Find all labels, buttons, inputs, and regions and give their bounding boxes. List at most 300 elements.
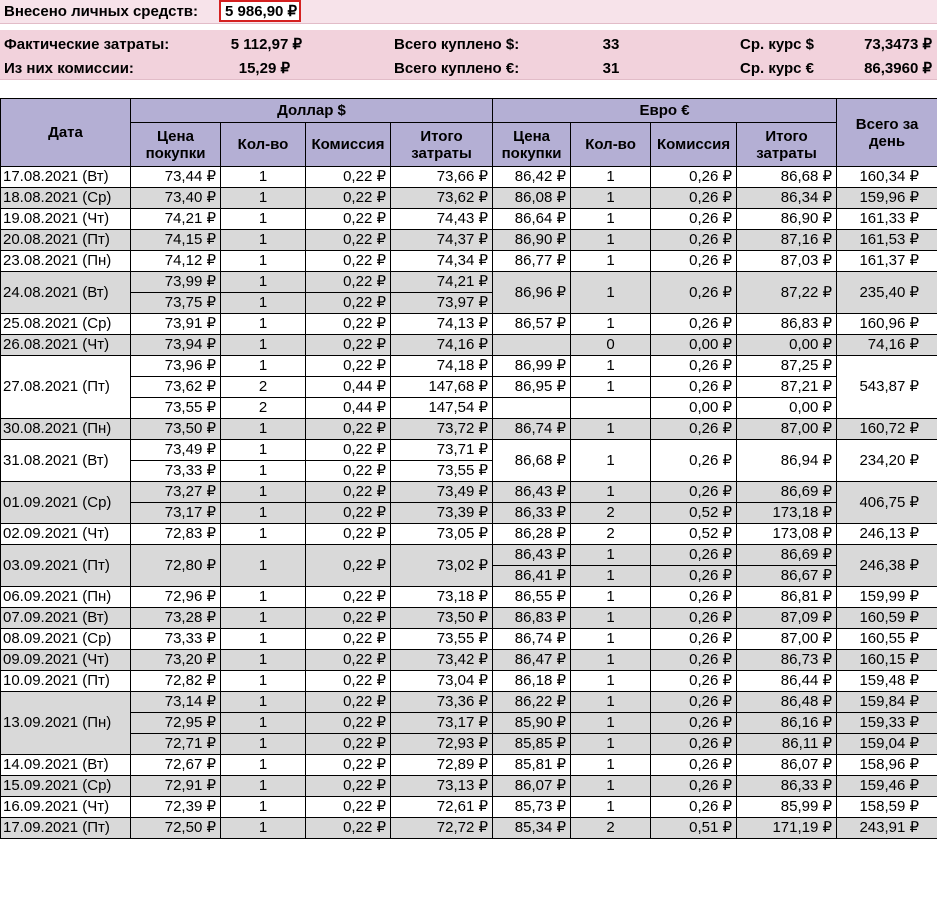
usd-qty-cell[interactable]: 1 [221, 335, 306, 356]
usd-commission-cell[interactable]: 0,22 ₽ [306, 713, 391, 734]
usd-commission-cell[interactable]: 0,22 ₽ [306, 188, 391, 209]
eur-commission-cell[interactable]: 0,26 ₽ [651, 230, 737, 251]
eur-price-cell[interactable]: 86,43 ₽ [493, 545, 571, 566]
eur-sum-cell[interactable]: 86,48 ₽ [737, 692, 837, 713]
eur-qty-cell[interactable]: 1 [571, 797, 651, 818]
usd-qty-cell[interactable]: 1 [221, 314, 306, 335]
usd-qty-cell[interactable]: 1 [221, 188, 306, 209]
eur-qty-cell[interactable]: 1 [571, 272, 651, 314]
eur-sum-cell[interactable]: 86,16 ₽ [737, 713, 837, 734]
eur-qty-cell[interactable] [571, 398, 651, 419]
eur-price-cell[interactable]: 86,77 ₽ [493, 251, 571, 272]
usd-price-cell[interactable]: 73,28 ₽ [131, 608, 221, 629]
day-total-cell[interactable]: 246,13 ₽ [837, 524, 937, 545]
eur-commission-cell[interactable]: 0,26 ₽ [651, 797, 737, 818]
usd-qty-cell[interactable]: 1 [221, 461, 306, 482]
usd-price-cell[interactable]: 73,75 ₽ [131, 293, 221, 314]
eur-price-cell[interactable]: 86,41 ₽ [493, 566, 571, 587]
eur-price-cell[interactable]: 86,47 ₽ [493, 650, 571, 671]
eur-qty-cell[interactable]: 2 [571, 818, 651, 839]
day-total-cell[interactable]: 159,99 ₽ [837, 587, 937, 608]
eur-price-cell[interactable]: 86,18 ₽ [493, 671, 571, 692]
date-cell[interactable]: 17.08.2021 (Вт) [1, 167, 131, 188]
usd-qty-cell[interactable]: 1 [221, 356, 306, 377]
usd-price-cell[interactable]: 73,33 ₽ [131, 629, 221, 650]
day-total-cell[interactable]: 159,96 ₽ [837, 188, 937, 209]
usd-commission-cell[interactable]: 0,22 ₽ [306, 293, 391, 314]
usd-qty-cell[interactable]: 1 [221, 818, 306, 839]
eur-qty-cell[interactable]: 1 [571, 671, 651, 692]
usd-commission-cell[interactable]: 0,44 ₽ [306, 398, 391, 419]
usd-commission-cell[interactable]: 0,22 ₽ [306, 314, 391, 335]
deposit-value[interactable]: 5 986,90 ₽ [219, 0, 301, 22]
eur-sum-cell[interactable]: 86,33 ₽ [737, 776, 837, 797]
usd-sum-cell[interactable]: 73,39 ₽ [391, 503, 493, 524]
usd-price-cell[interactable]: 74,21 ₽ [131, 209, 221, 230]
eur-commission-cell[interactable]: 0,26 ₽ [651, 545, 737, 566]
usd-commission-cell[interactable]: 0,22 ₽ [306, 650, 391, 671]
usd-sum-cell[interactable]: 73,55 ₽ [391, 629, 493, 650]
eur-sum-cell[interactable]: 87,03 ₽ [737, 251, 837, 272]
usd-commission-cell[interactable]: 0,22 ₽ [306, 692, 391, 713]
eur-qty-cell[interactable]: 1 [571, 734, 651, 755]
eur-qty-cell[interactable]: 1 [571, 587, 651, 608]
eur-price-cell[interactable]: 86,22 ₽ [493, 692, 571, 713]
usd-price-cell[interactable]: 73,49 ₽ [131, 440, 221, 461]
usd-qty-cell[interactable]: 2 [221, 398, 306, 419]
date-cell[interactable]: 31.08.2021 (Вт) [1, 440, 131, 482]
usd-qty-cell[interactable]: 1 [221, 734, 306, 755]
date-cell[interactable]: 17.09.2021 (Пт) [1, 818, 131, 839]
usd-sum-cell[interactable]: 73,05 ₽ [391, 524, 493, 545]
usd-commission-cell[interactable]: 0,22 ₽ [306, 272, 391, 293]
usd-sum-cell[interactable]: 147,54 ₽ [391, 398, 493, 419]
usd-commission-cell[interactable]: 0,22 ₽ [306, 356, 391, 377]
usd-price-cell[interactable]: 72,67 ₽ [131, 755, 221, 776]
eur-price-cell[interactable]: 86,83 ₽ [493, 608, 571, 629]
eur-price-cell[interactable]: 86,96 ₽ [493, 272, 571, 314]
eur-price-cell[interactable]: 86,33 ₽ [493, 503, 571, 524]
day-total-cell[interactable]: 159,84 ₽ [837, 692, 937, 713]
usd-qty-cell[interactable]: 1 [221, 293, 306, 314]
eur-commission-cell[interactable]: 0,26 ₽ [651, 272, 737, 314]
eur-qty-cell[interactable]: 1 [571, 713, 651, 734]
eur-sum-cell[interactable]: 0,00 ₽ [737, 398, 837, 419]
usd-commission-cell[interactable]: 0,22 ₽ [306, 797, 391, 818]
eur-sum-cell[interactable]: 87,25 ₽ [737, 356, 837, 377]
usd-sum-cell[interactable]: 74,21 ₽ [391, 272, 493, 293]
eur-qty-cell[interactable]: 1 [571, 608, 651, 629]
date-cell[interactable]: 09.09.2021 (Чт) [1, 650, 131, 671]
usd-sum-cell[interactable]: 73,66 ₽ [391, 167, 493, 188]
eur-price-cell[interactable]: 86,74 ₽ [493, 629, 571, 650]
eur-commission-cell[interactable]: 0,26 ₽ [651, 167, 737, 188]
day-total-cell[interactable]: 158,59 ₽ [837, 797, 937, 818]
eur-price-cell[interactable]: 86,43 ₽ [493, 482, 571, 503]
day-total-header: Всего за день [837, 99, 937, 167]
eur-commission-cell[interactable]: 0,51 ₽ [651, 818, 737, 839]
usd-price-cell[interactable]: 73,44 ₽ [131, 167, 221, 188]
eur-commission-cell[interactable]: 0,26 ₽ [651, 713, 737, 734]
eur-price-cell[interactable]: 86,99 ₽ [493, 356, 571, 377]
usd-price-cell[interactable]: 73,40 ₽ [131, 188, 221, 209]
usd-qty-cell[interactable]: 1 [221, 671, 306, 692]
eur-sum-cell[interactable]: 87,00 ₽ [737, 419, 837, 440]
usd-commission-cell[interactable]: 0,22 ₽ [306, 461, 391, 482]
day-total-cell[interactable]: 234,20 ₽ [837, 440, 937, 482]
usd-commission-cell[interactable]: 0,22 ₽ [306, 482, 391, 503]
usd-price-cell[interactable]: 72,82 ₽ [131, 671, 221, 692]
eur-qty-cell[interactable]: 2 [571, 524, 651, 545]
usd-qty-cell[interactable]: 1 [221, 503, 306, 524]
date-cell[interactable]: 18.08.2021 (Ср) [1, 188, 131, 209]
date-cell[interactable]: 30.08.2021 (Пн) [1, 419, 131, 440]
date-cell[interactable]: 06.09.2021 (Пн) [1, 587, 131, 608]
usd-price-cell[interactable]: 73,27 ₽ [131, 482, 221, 503]
usd-qty-cell[interactable]: 1 [221, 524, 306, 545]
usd-price-cell[interactable]: 72,71 ₽ [131, 734, 221, 755]
usd-commission-cell[interactable]: 0,44 ₽ [306, 377, 391, 398]
table-row [1, 692, 937, 713]
usd-qty-cell[interactable]: 1 [221, 776, 306, 797]
usd-price-cell[interactable]: 73,20 ₽ [131, 650, 221, 671]
usd-qty-cell[interactable]: 1 [221, 230, 306, 251]
day-total-cell[interactable]: 161,33 ₽ [837, 209, 937, 230]
day-total-cell[interactable]: 160,15 ₽ [837, 650, 937, 671]
usd-price-cell[interactable]: 74,12 ₽ [131, 251, 221, 272]
day-total-cell[interactable]: 246,38 ₽ [837, 545, 937, 587]
usd-sum-cell[interactable]: 74,37 ₽ [391, 230, 493, 251]
day-total-cell[interactable]: 160,34 ₽ [837, 167, 937, 188]
usd-qty-cell[interactable]: 1 [221, 629, 306, 650]
usd-qty-cell[interactable]: 2 [221, 377, 306, 398]
usd-sum-cell[interactable]: 72,89 ₽ [391, 755, 493, 776]
eur-qty-cell[interactable]: 1 [571, 629, 651, 650]
table-body [1, 167, 937, 839]
usd-commission-cell[interactable]: 0,22 ₽ [306, 524, 391, 545]
day-total-cell[interactable]: 235,40 ₽ [837, 272, 937, 314]
usd-price-cell[interactable]: 73,50 ₽ [131, 419, 221, 440]
eur-commission-cell[interactable]: 0,26 ₽ [651, 482, 737, 503]
usd-commission-cell[interactable]: 0,22 ₽ [306, 734, 391, 755]
usd-sum-cell[interactable]: 73,36 ₽ [391, 692, 493, 713]
date-cell[interactable]: 20.08.2021 (Пт) [1, 230, 131, 251]
usd-qty-cell[interactable]: 1 [221, 167, 306, 188]
usd-price-cell[interactable]: 72,80 ₽ [131, 545, 221, 587]
usd-sum-cell[interactable]: 73,62 ₽ [391, 188, 493, 209]
eur-qty-cell[interactable]: 1 [571, 482, 651, 503]
day-total-cell[interactable]: 160,55 ₽ [837, 629, 937, 650]
eur-price-cell[interactable]: 85,34 ₽ [493, 818, 571, 839]
eur-price-cell[interactable]: 85,85 ₽ [493, 734, 571, 755]
eur-commission-cell[interactable]: 0,26 ₽ [651, 440, 737, 482]
date-cell[interactable]: 03.09.2021 (Пт) [1, 545, 131, 587]
usd-sum-cell[interactable]: 72,72 ₽ [391, 818, 493, 839]
eur-qty-cell[interactable]: 1 [571, 566, 651, 587]
usd-commission-cell[interactable]: 0,22 ₽ [306, 545, 391, 587]
usd-qty-cell[interactable]: 1 [221, 272, 306, 293]
eur-sum-cell[interactable]: 86,73 ₽ [737, 650, 837, 671]
eur-sum-cell[interactable]: 173,18 ₽ [737, 503, 837, 524]
eur-commission-cell[interactable]: 0,26 ₽ [651, 734, 737, 755]
date-cell[interactable]: 14.09.2021 (Вт) [1, 755, 131, 776]
eur-sum-cell[interactable]: 86,07 ₽ [737, 755, 837, 776]
eur-qty-cell[interactable]: 1 [571, 545, 651, 566]
eur-sum-cell[interactable]: 173,08 ₽ [737, 524, 837, 545]
eur-price-cell[interactable]: 86,64 ₽ [493, 209, 571, 230]
usd-commission-cell[interactable]: 0,22 ₽ [306, 629, 391, 650]
day-total-cell[interactable]: 160,59 ₽ [837, 608, 937, 629]
eur-price-cell[interactable] [493, 398, 571, 419]
eur-qty-cell[interactable]: 1 [571, 251, 651, 272]
usd-qty-cell[interactable]: 1 [221, 440, 306, 461]
date-cell[interactable]: 16.09.2021 (Чт) [1, 797, 131, 818]
usd-commission-cell[interactable]: 0,22 ₽ [306, 755, 391, 776]
usd-sum-cell[interactable]: 74,34 ₽ [391, 251, 493, 272]
day-total-cell[interactable]: 159,04 ₽ [837, 734, 937, 755]
eur-commission-cell[interactable]: 0,26 ₽ [651, 608, 737, 629]
usd-sum-cell[interactable]: 73,18 ₽ [391, 587, 493, 608]
usd-qty-cell[interactable]: 1 [221, 251, 306, 272]
usd-price-cell[interactable]: 73,33 ₽ [131, 461, 221, 482]
eur-qty-cell[interactable]: 1 [571, 755, 651, 776]
day-total-cell[interactable]: 161,53 ₽ [837, 230, 937, 251]
eur-qty-cell[interactable]: 1 [571, 230, 651, 251]
usd-qty-cell[interactable]: 1 [221, 713, 306, 734]
eur-price-cell[interactable]: 85,73 ₽ [493, 797, 571, 818]
eur-sum-cell[interactable]: 86,81 ₽ [737, 587, 837, 608]
usd-sum-cell[interactable]: 73,02 ₽ [391, 545, 493, 587]
eur-price-cell[interactable]: 86,08 ₽ [493, 188, 571, 209]
usd-sum-cell[interactable]: 73,49 ₽ [391, 482, 493, 503]
usd-commission-cell[interactable]: 0,22 ₽ [306, 440, 391, 461]
eur-qty-cell[interactable]: 1 [571, 419, 651, 440]
usd-commission-cell[interactable]: 0,22 ₽ [306, 818, 391, 839]
usd-commission-cell[interactable]: 0,22 ₽ [306, 167, 391, 188]
eur-qty-cell[interactable]: 1 [571, 440, 651, 482]
usd-price-cell[interactable]: 73,17 ₽ [131, 503, 221, 524]
date-cell[interactable]: 27.08.2021 (Пт) [1, 356, 131, 419]
usd-sum-cell[interactable]: 74,13 ₽ [391, 314, 493, 335]
usd-price-cell[interactable]: 72,39 ₽ [131, 797, 221, 818]
eur-price-cell[interactable]: 86,55 ₽ [493, 587, 571, 608]
usd-price-cell[interactable]: 73,94 ₽ [131, 335, 221, 356]
eur-qty-cell[interactable]: 2 [571, 503, 651, 524]
usd-commission-cell[interactable]: 0,22 ₽ [306, 419, 391, 440]
usd-sum-cell[interactable]: 73,72 ₽ [391, 419, 493, 440]
eur-sum-cell[interactable]: 85,99 ₽ [737, 797, 837, 818]
usd-sum-cell[interactable]: 73,17 ₽ [391, 713, 493, 734]
eur-sum-cell[interactable]: 86,69 ₽ [737, 482, 837, 503]
usd-sum-cell[interactable]: 72,93 ₽ [391, 734, 493, 755]
usd-commission-cell[interactable]: 0,22 ₽ [306, 587, 391, 608]
eur-qty-cell[interactable]: 1 [571, 692, 651, 713]
usd-qty-cell[interactable]: 1 [221, 650, 306, 671]
usd-sum-cell[interactable]: 74,16 ₽ [391, 335, 493, 356]
usd-sum-cell[interactable]: 72,61 ₽ [391, 797, 493, 818]
eur-qty-cell[interactable]: 1 [571, 188, 651, 209]
eur-sum-cell[interactable]: 86,34 ₽ [737, 188, 837, 209]
usd-price-cell[interactable]: 72,95 ₽ [131, 713, 221, 734]
usd-commission-cell[interactable]: 0,22 ₽ [306, 608, 391, 629]
usd-qty-cell[interactable]: 1 [221, 797, 306, 818]
usd-commission-cell[interactable]: 0,22 ₽ [306, 776, 391, 797]
eur-sum-cell[interactable]: 87,09 ₽ [737, 608, 837, 629]
date-cell[interactable]: 24.08.2021 (Вт) [1, 272, 131, 314]
eur-sum-cell[interactable]: 171,19 ₽ [737, 818, 837, 839]
eur-price-cell[interactable]: 86,90 ₽ [493, 230, 571, 251]
date-cell[interactable]: 13.09.2021 (Пн) [1, 692, 131, 755]
day-total-cell[interactable]: 159,33 ₽ [837, 713, 937, 734]
usd-price-cell[interactable]: 72,83 ₽ [131, 524, 221, 545]
eur-commission-cell[interactable]: 0,52 ₽ [651, 503, 737, 524]
date-cell[interactable]: 07.09.2021 (Вт) [1, 608, 131, 629]
eur-commission-cell[interactable]: 0,26 ₽ [651, 566, 737, 587]
usd-commission-cell[interactable]: 0,22 ₽ [306, 671, 391, 692]
usd-sum-cell[interactable]: 73,42 ₽ [391, 650, 493, 671]
eur-commission-cell[interactable]: 0,26 ₽ [651, 251, 737, 272]
eur-qty-cell[interactable]: 1 [571, 167, 651, 188]
day-total-cell[interactable]: 160,96 ₽ [837, 314, 937, 335]
usd-sum-cell[interactable]: 147,68 ₽ [391, 377, 493, 398]
date-cell[interactable]: 08.09.2021 (Ср) [1, 629, 131, 650]
usd-qty-cell[interactable]: 1 [221, 755, 306, 776]
eur-commission-cell[interactable]: 0,26 ₽ [651, 650, 737, 671]
eur-sum-cell[interactable]: 86,94 ₽ [737, 440, 837, 482]
eur-price-cell[interactable]: 86,42 ₽ [493, 167, 571, 188]
usd-price-cell[interactable]: 73,14 ₽ [131, 692, 221, 713]
day-total-cell[interactable]: 543,87 ₽ [837, 356, 937, 419]
date-cell[interactable]: 01.09.2021 (Ср) [1, 482, 131, 524]
eur-sum-cell[interactable]: 86,68 ₽ [737, 167, 837, 188]
eur-commission-cell[interactable]: 0,26 ₽ [651, 692, 737, 713]
eur-qty-cell[interactable]: 0 [571, 335, 651, 356]
eur-qty-cell[interactable]: 1 [571, 377, 651, 398]
eur-sum-cell[interactable]: 86,90 ₽ [737, 209, 837, 230]
date-cell[interactable]: 25.08.2021 (Ср) [1, 314, 131, 335]
usd-sum-cell[interactable]: 73,97 ₽ [391, 293, 493, 314]
usd-price-cell[interactable]: 73,62 ₽ [131, 377, 221, 398]
day-total-cell[interactable]: 159,48 ₽ [837, 671, 937, 692]
eur-commission-cell[interactable]: 0,26 ₽ [651, 755, 737, 776]
usd-price-cell[interactable]: 73,91 ₽ [131, 314, 221, 335]
usd-price-cell[interactable]: 72,96 ₽ [131, 587, 221, 608]
usd-qty-cell[interactable]: 1 [221, 545, 306, 587]
eur-sum-cell[interactable]: 86,11 ₽ [737, 734, 837, 755]
eur-sum-cell[interactable]: 86,83 ₽ [737, 314, 837, 335]
eur-qty-cell[interactable]: 1 [571, 776, 651, 797]
usd-sum-cell[interactable]: 73,55 ₽ [391, 461, 493, 482]
usd-sum-cell[interactable]: 73,50 ₽ [391, 608, 493, 629]
day-total-cell[interactable]: 158,96 ₽ [837, 755, 937, 776]
usd-commission-cell[interactable]: 0,22 ₽ [306, 335, 391, 356]
eur-commission-cell[interactable]: 0,26 ₽ [651, 209, 737, 230]
date-cell[interactable]: 02.09.2021 (Чт) [1, 524, 131, 545]
eur-sum-cell[interactable]: 87,16 ₽ [737, 230, 837, 251]
day-total-cell[interactable]: 406,75 ₽ [837, 482, 937, 524]
eur-price-cell[interactable]: 86,57 ₽ [493, 314, 571, 335]
usd-qty-cell[interactable]: 1 [221, 587, 306, 608]
eur-commission-cell[interactable]: 0,26 ₽ [651, 377, 737, 398]
table-row [1, 209, 937, 230]
eur-commission-cell[interactable]: 0,26 ₽ [651, 314, 737, 335]
eur-commission-cell[interactable]: 0,52 ₽ [651, 524, 737, 545]
eur-commission-cell[interactable]: 0,26 ₽ [651, 356, 737, 377]
usd-qty-cell[interactable]: 1 [221, 692, 306, 713]
usd-qty-cell[interactable]: 1 [221, 482, 306, 503]
eur-qty-cell[interactable]: 1 [571, 314, 651, 335]
date-cell[interactable]: 23.08.2021 (Пн) [1, 251, 131, 272]
usd-price-cell[interactable]: 74,15 ₽ [131, 230, 221, 251]
usd-commission-cell[interactable]: 0,22 ₽ [306, 251, 391, 272]
usd-sum-cell[interactable]: 74,18 ₽ [391, 356, 493, 377]
eur-sum-cell[interactable]: 87,22 ₽ [737, 272, 837, 314]
usd-qty-cell[interactable]: 1 [221, 209, 306, 230]
eur-commission-cell[interactable]: 0,26 ₽ [651, 587, 737, 608]
date-cell[interactable]: 10.09.2021 (Пт) [1, 671, 131, 692]
usd-commission-cell[interactable]: 0,22 ₽ [306, 230, 391, 251]
eur-commission-cell[interactable]: 0,26 ₽ [651, 629, 737, 650]
day-total-cell[interactable]: 159,46 ₽ [837, 776, 937, 797]
day-total-cell[interactable]: 74,16 ₽ [837, 335, 937, 356]
date-cell[interactable]: 19.08.2021 (Чт) [1, 209, 131, 230]
eur-price-cell[interactable]: 86,28 ₽ [493, 524, 571, 545]
usd-price-cell[interactable]: 73,96 ₽ [131, 356, 221, 377]
eur-commission-cell[interactable]: 0,00 ₽ [651, 335, 737, 356]
usd-sum-cell[interactable]: 73,04 ₽ [391, 671, 493, 692]
eur-commission-cell[interactable]: 0,26 ₽ [651, 776, 737, 797]
day-total-cell[interactable]: 243,91 ₽ [837, 818, 937, 839]
eur-price-cell[interactable]: 85,90 ₽ [493, 713, 571, 734]
day-total-cell[interactable]: 160,72 ₽ [837, 419, 937, 440]
usd-commission-cell[interactable]: 0,22 ₽ [306, 209, 391, 230]
eur-sum-cell[interactable]: 87,00 ₽ [737, 629, 837, 650]
date-cell[interactable]: 26.08.2021 (Чт) [1, 335, 131, 356]
usd-qty-cell[interactable]: 1 [221, 419, 306, 440]
eur-commission-cell[interactable]: 0,26 ₽ [651, 419, 737, 440]
date-cell[interactable]: 15.09.2021 (Ср) [1, 776, 131, 797]
eur-commission-cell[interactable]: 0,26 ₽ [651, 188, 737, 209]
eur-price-cell[interactable]: 86,95 ₽ [493, 377, 571, 398]
eur-qty-cell[interactable]: 1 [571, 356, 651, 377]
eur-qty-cell[interactable]: 1 [571, 209, 651, 230]
usd-sum-cell[interactable]: 74,43 ₽ [391, 209, 493, 230]
usd-qty-cell[interactable]: 1 [221, 608, 306, 629]
eur-price-cell[interactable]: 86,68 ₽ [493, 440, 571, 482]
eur-price-cell[interactable]: 85,81 ₽ [493, 755, 571, 776]
eur-commission-cell[interactable]: 0,26 ₽ [651, 671, 737, 692]
eur-commission-cell[interactable]: 0,00 ₽ [651, 398, 737, 419]
table-row [1, 755, 937, 776]
eur-sum-cell[interactable]: 86,44 ₽ [737, 671, 837, 692]
usd-price-cell[interactable]: 72,91 ₽ [131, 776, 221, 797]
eur-price-cell[interactable]: 86,07 ₽ [493, 776, 571, 797]
eur-sum-cell[interactable]: 86,69 ₽ [737, 545, 837, 566]
usd-sum-cell[interactable]: 73,13 ₽ [391, 776, 493, 797]
eur-qty-cell[interactable]: 1 [571, 650, 651, 671]
usd-price-cell[interactable]: 73,55 ₽ [131, 398, 221, 419]
eur-price-cell[interactable]: 86,74 ₽ [493, 419, 571, 440]
usd-sum-cell[interactable]: 73,71 ₽ [391, 440, 493, 461]
eur-sum-cell[interactable]: 0,00 ₽ [737, 335, 837, 356]
usd-price-cell[interactable]: 73,99 ₽ [131, 272, 221, 293]
eur-sum-cell[interactable]: 86,67 ₽ [737, 566, 837, 587]
usd-commission-cell[interactable]: 0,22 ₽ [306, 503, 391, 524]
eur-price-cell[interactable] [493, 335, 571, 356]
day-total-cell[interactable]: 161,37 ₽ [837, 251, 937, 272]
eur-sum-cell[interactable]: 87,21 ₽ [737, 377, 837, 398]
usd-price-cell[interactable]: 72,50 ₽ [131, 818, 221, 839]
